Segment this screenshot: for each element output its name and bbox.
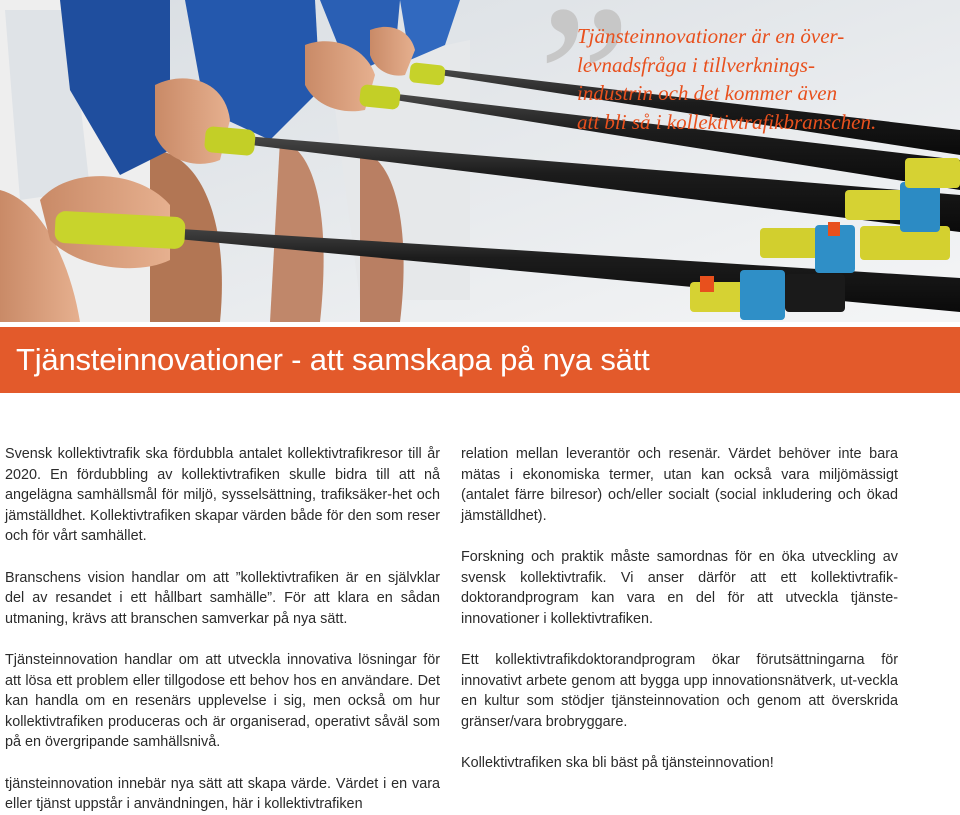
body-paragraph: tjänsteinnovation innebär nya sätt att skapa värde. Värdet i en vara eller tjänst uppstår i användningen, här i kollektivtrafiken bbox=[5, 775, 440, 813]
pull-quote-line: Tjänsteinnovationer är en över- bbox=[577, 24, 845, 48]
hero-image bbox=[0, 0, 960, 322]
pull-quote-line: levnadsfråga i tillverknings- bbox=[577, 52, 815, 77]
body-column-left bbox=[5, 444, 440, 815]
title-banner bbox=[0, 327, 960, 393]
pull-quote-line: industrin och det kommer även bbox=[577, 81, 838, 105]
body-paragraph: Svensk kollektivtrafik ska fördubbla antalet kollektivtrafikresor till år 2020. En fördubbling av kollektivtrafiken skulle bidra till att nå angelägna samhällsmål för miljö, sysselsättning, trafiksäker-het och jämställdhet. Kollektivtrafiken skapar värden både för den som reser och för vårt samhället. bbox=[5, 446, 440, 545]
body-paragraph: Ett kollektivtrafikdoktorandprogram ökar förutsättningarna för innovativt arbete genom att bygga upp innovationsnätverk, ut-veckla en kultur som stödjer tjänsteinnovation och genom att överskrida gränser/vara brobryggare. bbox=[461, 651, 898, 730]
body-paragraph: Branschens vision handlar om att ”kollektivtrafiken är en självklar del av resandet i ett hållbart samhälle”. För att klara en sådan utmaning, krävs att branschen samverkar på nya sätt. bbox=[5, 569, 440, 627]
pull-quote bbox=[577, 22, 907, 136]
body-column-right bbox=[461, 444, 898, 774]
pull-quote-line: att bli så i kollektivtrafikbranschen. bbox=[577, 109, 877, 134]
body-paragraph: Forskning och praktik måste samordnas för en öka utveckling av svensk kollektivtrafik. Vi anser därför att ett kollektivtrafik-doktorandprogram kan vara en del för att utveckla tjänste-innovationer i kollektivtrafiken. bbox=[461, 548, 898, 627]
body-paragraph: Tjänsteinnovation handlar om att utveckla innovativa lösningar för att lösa ett problem eller tillgodose ett behov hos en användare. Det kan handla om en resenärs upplevelse i sig, men också om hur kollektivtrafiken produceras och är organiserad, operativt såväl som på en övergripande samhällsnivå. bbox=[5, 651, 440, 751]
quotation-mark-icon: ” bbox=[538, 0, 632, 195]
body-paragraph: relation mellan leverantör och resenär. Värdet behöver inte bara mätas i ekonomiska termer, utan kan också vara miljömässigt (antalet färre bilresor) och/eller socialt (social inkludering och ökad jämställdhet). bbox=[461, 446, 898, 524]
page-title: Tjänsteinnovationer - att samskapa på nya sätt bbox=[16, 342, 650, 377]
body-paragraph: Kollektivtrafiken ska bli bäst på tjänsteinnovation! bbox=[461, 754, 774, 771]
